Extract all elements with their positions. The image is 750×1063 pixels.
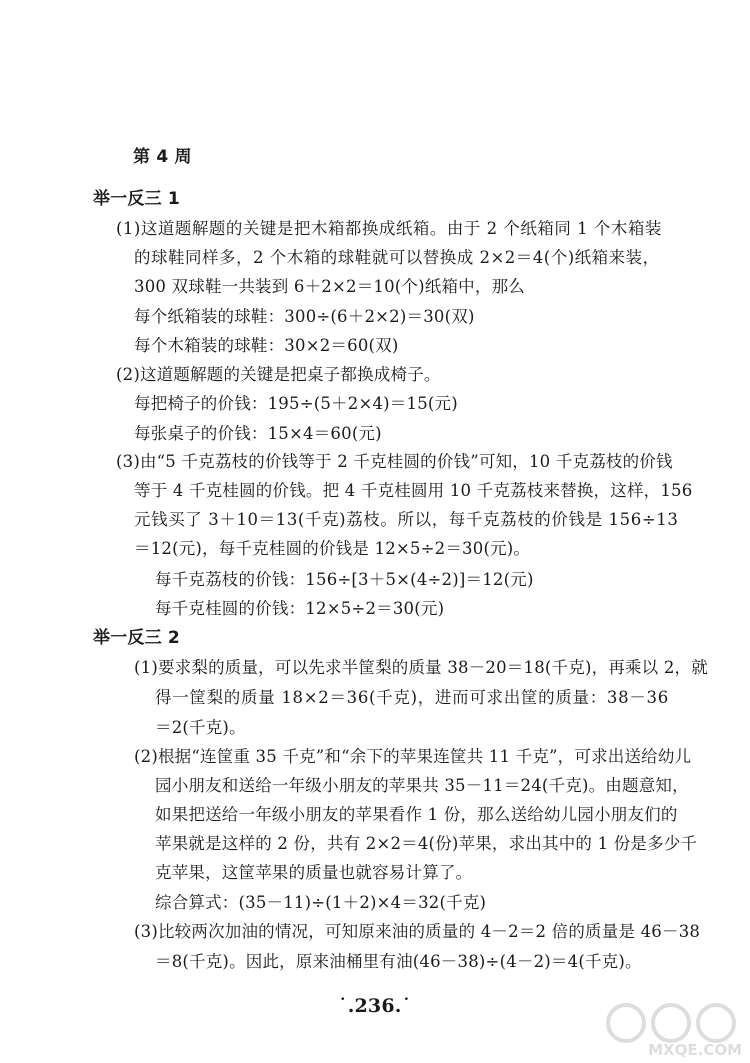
s2-p2-line-3: 如果把送给一年级小朋友的苹果看作 1 份，那么送给幼儿园小朋友们的 — [155, 805, 678, 824]
s1-p3-line-1: (3)由“5 千克荔枝的价钱等于 2 千克桂圆的价钱”可知，10 千克荔枝的价钱 — [116, 452, 673, 471]
page-dot-left: ˙. — [338, 995, 355, 1017]
s2-p2-line-5: 克苹果，这筐苹果的质量也就容易计算了。 — [155, 863, 473, 882]
s1-p3-formula-2: 每千克桂圆的价钱：12×5÷2＝30(元) — [155, 599, 445, 618]
watermark-text: MXQE.COM — [648, 1041, 742, 1059]
s2-p3-line-1: (3)比较两次加油的情况，可知原来油的质量的 4－2＝2 倍的质量是 46－38 — [134, 922, 701, 941]
s2-p2-line-4: 苹果就是这样的 2 份，共有 2×2＝4(份)苹果，求出其中的 1 份是多少千 — [155, 834, 698, 853]
s1-p2-line-1: (2)这道题解题的关键是把桌子都换成椅子。 — [116, 365, 441, 384]
section-heading-2: 举一反三 2 — [93, 628, 180, 648]
s1-p1-formula-1: 每个纸箱装的球鞋：300÷(6＋2×2)＝30(双) — [134, 307, 475, 326]
s1-p2-formula-2: 每张桌子的价钱：15×4＝60(元) — [134, 424, 382, 443]
s2-p1-line-2: 得一筐梨的质量 18×2＝36(千克)，进而可求出筐的质量：38－36 — [155, 688, 669, 707]
s2-p1-line-1: (1)要求梨的质量，可以先求半筐梨的质量 38－20＝18(千克)，再乘以 2，就 — [134, 658, 708, 677]
s1-p1-line-2: 的球鞋同样多，2 个木箱的球鞋就可以替换成 2×2＝4(个)纸箱来装， — [134, 248, 660, 267]
s1-p3-line-4: ＝12(元)，每千克桂圆的价钱是 12×5÷2＝30(元)。 — [134, 539, 531, 558]
s1-p1-line-1: (1)这道题解题的关键是把木箱都换成纸箱。由于 2 个纸箱同 1 个木箱装 — [116, 219, 662, 238]
s1-p3-line-3: 元钱买了 3＋10＝13(千克)荔枝。所以，每千克荔枝的价钱是 156÷13 — [134, 510, 679, 529]
page-dot-right: .˙ — [394, 995, 412, 1017]
s2-p2-line-2: 园小朋友和送给一年级小朋友的苹果共 35－11＝24(千克)。由题意知， — [155, 776, 689, 795]
page-number: ˙.236.˙ — [338, 995, 412, 1017]
s1-p1-formula-2: 每个木箱装的球鞋：30×2＝60(双) — [134, 336, 399, 355]
s1-p3-formula-1: 每千克荔枝的价钱：156÷[3＋5×(4÷2)]＝12(元) — [155, 570, 534, 589]
s1-p1-line-3: 300 双球鞋一共装到 6＋2×2＝10(个)纸箱中，那么 — [134, 277, 525, 296]
s1-p3-line-2: 等于 4 千克桂圆的价钱。把 4 千克桂圆用 10 千克荔枝来替换，这样，156 — [134, 481, 693, 500]
s2-p2-formula-1: 综合算式：(35－11)÷(1＋2)×4＝32(千克) — [155, 893, 487, 912]
s1-p2-formula-1: 每把椅子的价钱：195÷(5＋2×4)＝15(元) — [134, 394, 458, 413]
s2-p3-line-2: ＝8(千克)。因此，原来油桶里有油(46－38)÷(4－2)＝4(千克)。 — [155, 952, 642, 971]
s2-p2-line-1: (2)根据“连筐重 35 千克”和“余下的苹果连筐共 11 千克”，可求出送给幼儿 — [134, 747, 692, 766]
s2-p1-line-3: ＝2(千克)。 — [155, 718, 246, 737]
week-title: 第 4 周 — [133, 147, 192, 167]
section-heading-1: 举一反三 1 — [93, 189, 180, 209]
